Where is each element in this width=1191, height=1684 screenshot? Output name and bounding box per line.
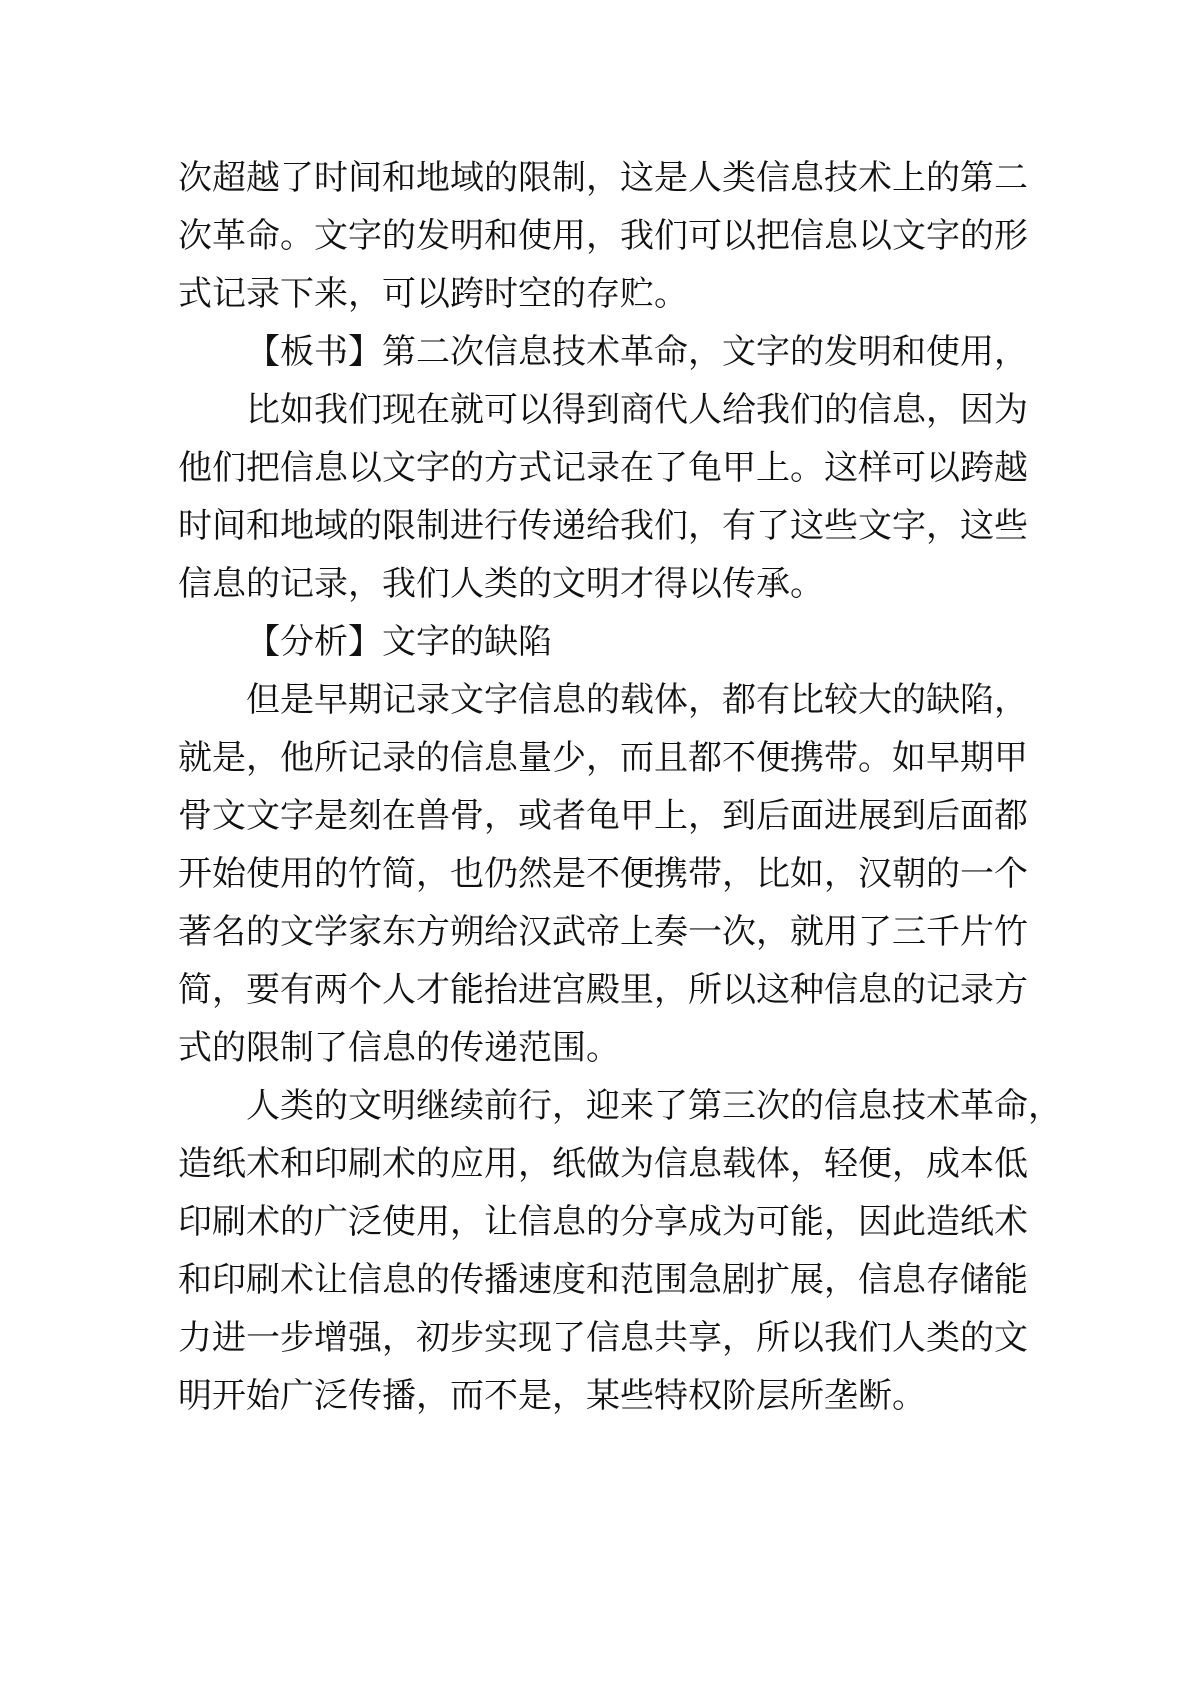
text-line: 次超越了时间和地域的限制，这是人类信息技术上的第二 xyxy=(178,158,1028,198)
text-line: 式的限制了信息的传递范围。 xyxy=(178,1028,620,1068)
text-line: 简，要有两个人才能抬进宫殿里，所以这种信息的记录方 xyxy=(178,970,1028,1010)
text-line: 次革命。文字的发明和使用，我们可以把信息以文字的形 xyxy=(178,216,1028,256)
text-line: 人类的文明继续前行，迎来了第三次的信息技术革命， xyxy=(246,1086,1062,1126)
text-line: 力进一步增强，初步实现了信息共享，所以我们人类的文 xyxy=(178,1318,1028,1358)
text-line: 式记录下来，可以跨时空的存贮。 xyxy=(178,274,688,314)
text-line: 但是早期记录文字信息的载体，都有比较大的缺陷， xyxy=(246,680,1028,720)
text-line: 时间和地域的限制进行传递给我们，有了这些文字，这些 xyxy=(178,506,1028,546)
text-line: 和印刷术让信息的传播速度和范围急剧扩展，信息存储能 xyxy=(178,1260,1028,1300)
text-line: 骨文文字是刻在兽骨，或者龟甲上，到后面进展到后面都 xyxy=(178,796,1028,836)
text-line: 明开始广泛传播，而不是，某些特权阶层所垄断。 xyxy=(178,1376,926,1416)
text-line: 就是，他所记录的信息量少，而且都不便携带。如早期甲 xyxy=(178,738,1028,778)
text-line: 开始使用的竹简，也仍然是不便携带，比如，汉朝的一个 xyxy=(178,854,1028,894)
text-line: 印刷术的广泛使用，让信息的分享成为可能，因此造纸术 xyxy=(178,1202,1028,1242)
text-line: 造纸术和印刷术的应用，纸做为信息载体，轻便，成本低 xyxy=(178,1144,1028,1184)
text-line: 信息的记录，我们人类的文明才得以传承。 xyxy=(178,564,824,604)
text-line: 他们把信息以文字的方式记录在了龟甲上。这样可以跨越 xyxy=(178,448,1028,488)
text-line: 比如我们现在就可以得到商代人给我们的信息，因为 xyxy=(246,390,1028,430)
blackboard-heading: 【板书】第二次信息技术革命，文字的发明和使用， xyxy=(246,332,1028,372)
text-line: 著名的文学家东方朔给汉武帝上奏一次，就用了三千片竹 xyxy=(178,912,1028,952)
analysis-heading: 【分析】文字的缺陷 xyxy=(246,622,552,662)
